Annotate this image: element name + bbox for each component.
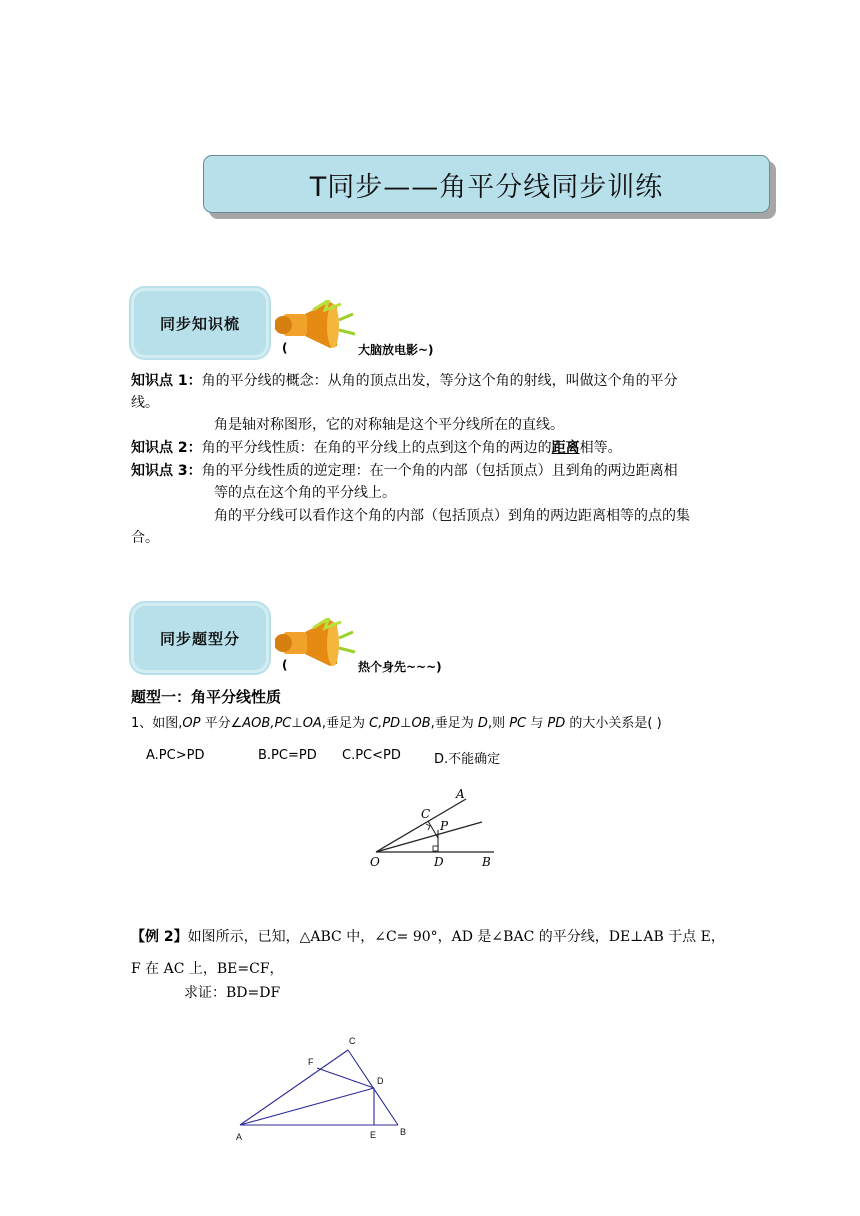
section-badge-knowledge (131, 288, 269, 358)
fig1-label-c: C (421, 807, 431, 821)
example-2: 【例 2】如图所示，已知，△ABC 中，∠C= 90°，AD 是∠BAC 的平分线，DE⊥AB 于点 E， (131, 929, 725, 945)
fig2-label-f: F (308, 1057, 314, 1067)
kp1-line2: 角是轴对称图形，它的对称轴是这个平分线所在的直线。 (214, 417, 564, 433)
fig1-label-a: A (456, 787, 465, 801)
example-2-prove: 求证：BD=DF (184, 985, 281, 1001)
fig1-label-b: B (482, 855, 491, 869)
fig2-label-c: C (349, 1036, 356, 1046)
section-badge-label: 同步题型分 (159, 629, 240, 648)
type1-heading: 题型一：角平分线性质 (131, 688, 282, 706)
option-c: C.PC<PD (342, 748, 401, 763)
figure-angle-bisector (360, 780, 510, 872)
section2-tag-open: ( (282, 658, 288, 672)
kp2: 知识点 2：角的平分线性质：在角的平分线上的点到这个角的两边的距离相等。 (131, 440, 622, 456)
kp3: 知识点 3：角的平分线性质的逆定理：在一个角的内部（包括顶点）且到角的两边距离相 (131, 463, 678, 479)
kp3-cont: 等的点在这个角的平分线上。 (214, 485, 396, 501)
section-badge-types (131, 603, 269, 673)
kp1: 知识点 1：角的平分线的概念：从角的顶点出发，等分这个角的射线，叫做这个角的平分 (131, 373, 678, 389)
kp3-line2-cont: 合。 (131, 530, 159, 546)
section2-tag: 热个身先~~~) (358, 660, 442, 674)
fig1-label-d: D (434, 855, 444, 869)
fig2-label-b: B (400, 1127, 407, 1137)
fig2-label-e: E (370, 1130, 377, 1140)
section1-tag-open: ( (282, 341, 288, 355)
question-1: 1、如图,OP 平分∠AOB,PC⊥OA,垂足为 C,PD⊥OB,垂足为 D,则 PC 与 PD 的大小关系是( ) (131, 716, 662, 731)
section-badge-label: 同步知识梳 (159, 314, 240, 333)
page-title: T同步——角平分线同步训练 (309, 171, 664, 203)
option-a: A.PC>PD (146, 748, 205, 763)
section1-tag: 大脑放电影~) (358, 343, 434, 357)
fig1-label-p: P (440, 819, 449, 833)
fig1-label-o: O (370, 855, 380, 869)
example-2-cont: F 在 AC 上，BE=CF， (131, 961, 284, 977)
kp1-cont: 线。 (131, 395, 159, 411)
fig2-label-a: A (236, 1132, 243, 1142)
option-b: B.PC=PD (258, 748, 317, 763)
title-banner (203, 155, 770, 213)
option-d: D.不能确定 (434, 752, 501, 767)
kp3-line2: 角的平分线可以看作这个角的内部（包括顶点）到角的两边距离相等的点的集 (214, 508, 690, 524)
fig2-label-d: D (377, 1076, 384, 1086)
figure-triangle (230, 1030, 420, 1146)
